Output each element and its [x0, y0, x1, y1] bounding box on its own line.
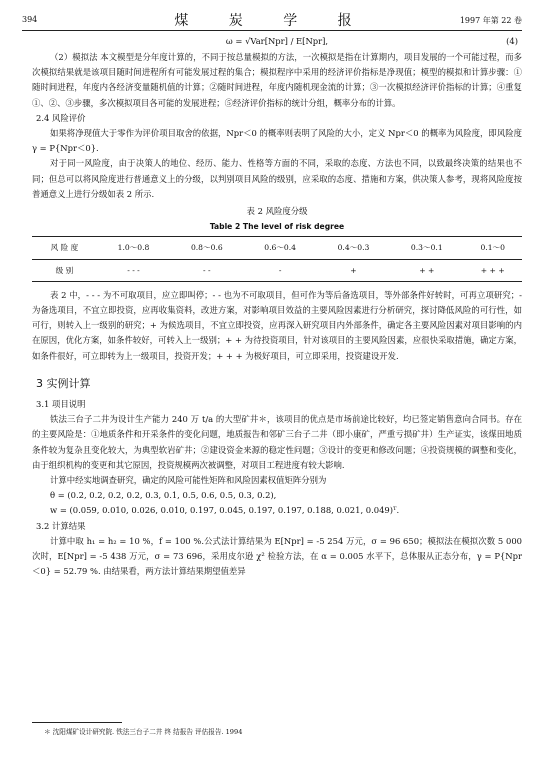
article-body [32, 34, 522, 580]
section-2-4-heading: 2.4 风险评价 [36, 112, 86, 123]
paragraph-risk-definition: 如果将净现值大于零作为评价项目取舍的依据，Npr＜0 的概率则表明了风险的大小，定义 Npr＜0 的概率为风险度，即风险度 γ = P{Npr＜0}. [32, 128, 522, 154]
issue-info: 1997 年第 22 卷 [459, 16, 522, 25]
header-rule [22, 30, 522, 31]
table-cell: 1.0～0.8 [97, 237, 170, 259]
page-number: 394 [22, 15, 38, 24]
paragraph-simulation-method: （2）模拟法 本文模型是分年度计算的，不同于按总量模拟的方法，一次模拟是指在计算期内，项目发展的一个可能过程，而多次模拟结果就是该项目随时间进程所有可能发展过程的集合；模拟程序中采用的经济评价指标是净现值；模型的模拟和计算步骤：①随时间进程，年度内各经济变量随机值的计算；②随时间进程，年度内随机现金流的计算；③一次模拟经济评价指标的计算；④重复①、②、③步骤，多次模拟项目各可能的发展进程；⑤经济评价指标的统计分组，概率分布的计算。 [32, 52, 522, 108]
running-header [22, 12, 522, 28]
footnote: ＊ 沈阳煤矿设计研究院. 铁法三台子二井 终 结报告 评估报告. 1994 [44, 728, 243, 736]
table-cell: 0.1～0 [463, 237, 522, 259]
section-3-1-heading: 3.1 项目说明 [36, 399, 86, 410]
table-2-caption-en: Table 2 The level of risk degree [209, 222, 345, 232]
equation-4-number: (4) [506, 36, 518, 46]
table-cell: - - - [97, 259, 170, 281]
paragraph-risk-levels: 对于同一风险度，由于决策人的地位、经历、能力、性格等方面的不同，采取的态度、方法也不同，以致最终决策的结果也不同；但总可以将风险度进行普通意义上的分级，以判别项目风险的级别，应采取的态度、措施和方案，供决策人参考，现将风险度按普通意义上进行分级如表 2 所示. [32, 158, 522, 199]
table-cell: + + + [463, 259, 522, 281]
footnote-rule [32, 722, 122, 723]
paragraph-table-2-explanation: 表 2 中，- - - 为不可取项目，应立即叫停；- - 也为不可取项目，但可作为等后备选项目，等外部条件好转时，可再立项研究；- 为备选项目，不宜立即投资，应再收集资料，改进方案，对影响项目效益的主要风险因素进行分析研究，探讨降低风险的可行性，如可行，则转入上一级别的研究；+ 为候选项目，不宜立即投资，应再深入研究项目内外部条件，确定各主要风险因素对项目影响的内在原因，优化方案，如条件较好，可转入上一级别；+ + 为待投资项目，针对该项目的主要风险因素，应很快采取措施，确定方案，如条件很好，可立即转为上一级项目，投资开发；+ + + 为极好项目，可立即采用，投资建设开发. [32, 289, 522, 361]
table-cell: - - [170, 259, 243, 281]
equation-4 [32, 34, 522, 50]
section-3-heading: 3 实例计算 [36, 376, 91, 390]
vector-theta: θ = (0.2, 0.2, 0.2, 0.2, 0.3, 0.1, 0.5, 0.6, 0.5, 0.3, 0.2), [50, 490, 277, 501]
table-row [32, 259, 522, 281]
table-2-caption-cn: 表 2 风险度分级 [246, 206, 308, 217]
paragraph-matrix-intro: 计算中经实地调查研究，确定的风险可能性矩阵和风险因素权值矩阵分别为 [50, 475, 327, 486]
table-cell: 0.3～0.1 [390, 237, 463, 259]
paragraph-results: 计算中取 h₁ = h₂ = 10 %，f = 100 %.公式法计算结果为 E[Npr] = -5 254 万元，σ = 96 650；模拟法在模拟次数 5 000 次时，E[Npr] = -5 438 万元，σ = 73 696，采用皮尔逊 χ² 检验方法，在 α = 0.005 水平下，总体服从正态分布，γ = P{Npr＜0} = 52.79 %. 由结果看，两方法计算结果期望值差异 [32, 535, 522, 577]
table-cell: - [243, 259, 316, 281]
table-cell: + [317, 259, 390, 281]
table-cell: 0.8～0.6 [170, 237, 243, 259]
table-header-cell: 风 险 度 [32, 237, 97, 259]
table-header-cell: 级 别 [32, 259, 97, 281]
paragraph-project-description: 铁法三台子二井为设计生产能力 240 万 t/a 的大型矿井＊，该项目的优点是市场前途比较好，均已签定销售意向合同书。存在的主要风险是：①地质条件和开采条件的变化问题，地质报告和邻矿三台子二井（即小康矿，严重亏损矿井）生产证实，该煤田地质条件较为复杂且变化较大，为典型软岩矿井；②建设资金来源的稳定性问题；③设计的变更和修改问题；④投资规模的调整和变化，由于组织机构的变更和其它原因，投资规模两次被调整，对项目工程进度有较大影响. [32, 414, 522, 470]
equation-4-formula: ω = √Var[Npr] / E[Npr], [225, 36, 329, 46]
table-row [32, 237, 522, 259]
table-cell: + + [390, 259, 463, 281]
risk-level-table [32, 236, 522, 281]
section-3-2-heading: 3.2 计算结果 [36, 520, 86, 531]
journal-title: 煤 炭 学 报 [174, 13, 370, 29]
vector-w: w = (0.059, 0.010, 0.026, 0.010, 0.197, 0.045, 0.197, 0.197, 0.188, 0.021, 0.049)ᵀ. [50, 505, 400, 516]
table-cell: 0.6～0.4 [243, 237, 316, 259]
table-cell: 0.4～0.3 [317, 237, 390, 259]
